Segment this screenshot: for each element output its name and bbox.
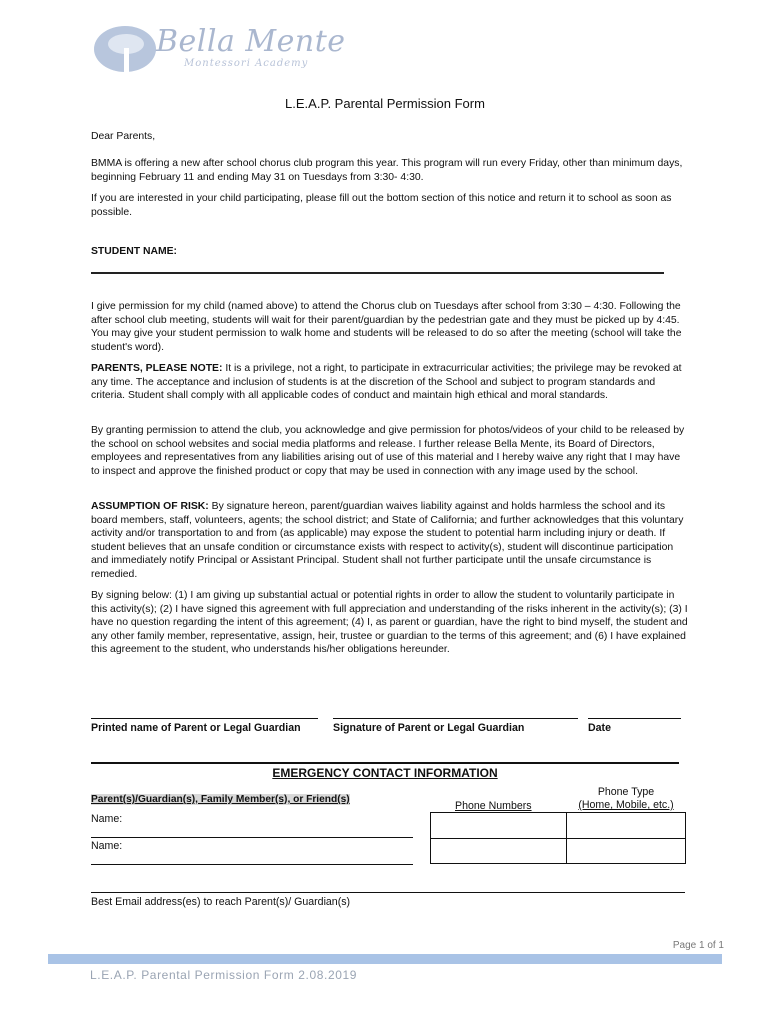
printed-name-line[interactable] xyxy=(91,718,318,719)
form-title: L.E.A.P. Parental Permission Form xyxy=(285,96,485,111)
parents-note-label: PARENTS, PLEASE NOTE: xyxy=(91,363,223,374)
tree-icon xyxy=(94,26,156,72)
name-label-1: Name: xyxy=(91,813,123,825)
family-members-label: Parent(s)/Guardian(s), Family Member(s), or Friend(s) xyxy=(91,794,350,805)
footer-bar xyxy=(48,954,722,964)
emergency-contact-title: EMERGENCY CONTACT INFORMATION xyxy=(272,766,498,780)
media-release-paragraph: By granting permission to attend the club, you acknowledge and give permission for photos/videos of your child to be released by the school on school websites and social media platforms and release. I further release Bella Mente, its Board of Directors, employees and representatives from any liabilities arising out of use of this material and I hereby waive any right that I may have to inspect and approve the finished product or copy that may be used in connection with any image used by the school. xyxy=(91,425,685,477)
signing-paragraph: By signing below: (1) I am giving up substantial actual or potential rights in order to allow the student to voluntarily participate in this activity(s); (2) I have signed this agreement with full appreciation and understanding of the risks inherent in the activity(s); (3) I have no question regarding the intent of this agreement; (4) I, as parent or guardian, have the right to bind myself, the student and any other family member, representative, assign, heir, trustee or guardian to the terms of this agreement; and (6) I have explained this agreement to the student, who understands his/her obligations hereunder. xyxy=(91,590,688,656)
page-number: Page 1 of 1 xyxy=(672,940,724,951)
email-label: Best Email address(es) to reach Parent(s)/ Guardian(s) xyxy=(91,896,351,908)
signature-line[interactable] xyxy=(333,718,578,719)
signature-label: Signature of Parent or Legal Guardian xyxy=(333,722,525,734)
name-label-2: Name: xyxy=(91,840,123,852)
school-logo xyxy=(92,24,362,76)
date-label: Date xyxy=(588,722,611,734)
permission-paragraph: I give permission for my child (named above) to attend the Chorus club on Tuesdays after school from 3:30 – 4:30. Following the after school club meeting, students will wait for their parent/guardian by the pedestrian gate and they must be picked up by 4:45. You may give your student permission to walk home and students will be released to do so after the meeting (school will take the student's word). xyxy=(91,301,682,353)
logo-name: Bella Mente xyxy=(156,24,346,59)
section-divider xyxy=(91,762,679,764)
phone-type-examples: (Home, Mobile, etc.) xyxy=(578,799,674,811)
name-field-1[interactable] xyxy=(91,837,413,838)
intro-paragraph-1: BMMA is offering a new after school chorus club program this year. This program will run every Friday, other than minimum days, beginning February 11 and ending May 31 on Tuesdays from 3:30- 4:30. xyxy=(91,158,683,183)
phone-table xyxy=(430,812,686,864)
phone-type-header xyxy=(566,786,686,812)
student-name-line[interactable] xyxy=(91,272,664,274)
tree-trunk xyxy=(124,48,129,72)
student-name-label: STUDENT NAME: xyxy=(91,246,178,257)
footer-text: L.E.A.P. Parental Permission Form 2.08.2019 xyxy=(90,968,358,982)
printed-name-label: Printed name of Parent or Legal Guardian xyxy=(91,722,301,734)
date-line[interactable] xyxy=(588,718,681,719)
logo-subtitle: Montessori Academy xyxy=(184,58,309,69)
risk-text: By signature hereon, parent/guardian waives liability against and holds harmless the school and its board members, staff, volunteers, agents; the school district; and State of California; and further acknowledges that this voluntary activity and/or transportation to and from (as applicable) may expose the student to potential harm including injury or death. If student believes that an unsafe condition or circumstance exists with respect to activity(s), student will discontinue participation and immediately notify Principal or Assistant Principal. Student shall not further participate until the unsafe circumstance is remedied. xyxy=(91,501,684,580)
parents-note-text: It is a privilege, not a right, to participate in extracurricular activities; the privilege may be revoked at any time. The acceptance and inclusion of students is at the discretion of the School and subject to program standards and criteria. Student shall comply with all applicable codes of conduct and maintain high ethical and moral standards. xyxy=(91,363,682,402)
name-field-2[interactable] xyxy=(91,864,413,865)
risk-label: ASSUMPTION OF RISK: xyxy=(91,501,209,512)
assumption-of-risk-paragraph xyxy=(91,500,691,582)
parents-note-paragraph xyxy=(91,362,691,403)
salutation: Dear Parents, xyxy=(91,131,156,142)
intro-paragraph-2: If you are interested in your child participating, please fill out the bottom section of this notice and return it to school as soon as possible. xyxy=(91,193,672,218)
table-row-divider xyxy=(431,838,685,839)
phone-type-title: Phone Type xyxy=(597,786,655,798)
email-field-line[interactable] xyxy=(91,892,685,893)
phone-numbers-header: Phone Numbers xyxy=(455,800,532,812)
